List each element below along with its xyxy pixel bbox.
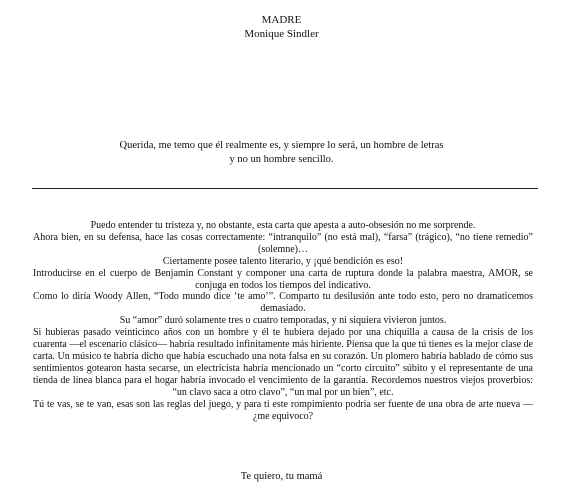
paragraph: Si hubieras pasado veinticinco años con un hombre y él te hubiera dejado por una chiquilla a causa de la crisis de los cuarenta —el escenario clásico— habría resultado infinitamente más hiriente. Piensa que la que tú tienes es la mejor clase de carta. Un músico te habría dicho que había escuchado una nota falsa en su corazón. Un plomero habría hablado de cómo sus sentimientos gotearon hasta secarse, un electricista habría mencionado un “corto circuito” súbito y el representante de una tienda de línea blanca para el hogar habría invocado el vencimiento de la garantía. Recordemos nuestros viejos proverbios: “un clavo saca a otro clavo”, “un mal por un bien”, etc.: [33, 327, 533, 398]
horizontal-divider: [32, 188, 538, 189]
paragraph: Ahora bien, en su defensa, hace las cosas correctamente: “intranquilo” (no está mal), “farsa” (trágico), “no tiene remedio” (solemne)…: [33, 231, 533, 255]
letter-body: [33, 220, 533, 422]
paragraph: Su “amor” duró solamente tres o cuatro temporadas, y ni siquiera vivieron juntos.: [119, 315, 447, 327]
paragraph: Como lo diría Woody Allen, “Todo mundo dice ‘te amo’”. Comparto tu desilusión ante todo esto, pero no dramaticemos demasiado.: [33, 291, 533, 315]
paragraph: Ciertamente posee talento literario, y ¡qué bendición es eso!: [162, 255, 404, 267]
document-header: [0, 13, 563, 41]
paragraph: Puedo entender tu tristeza y, no obstante, esta carta que apesta a auto-obsesión no me sorprende.: [90, 220, 476, 231]
epigraph-line: y no un hombre sencillo.: [229, 153, 334, 165]
epigraph: [0, 139, 563, 166]
document-author: Monique Sindler: [244, 28, 319, 40]
document-title: MADRE: [261, 14, 302, 26]
signoff: Te quiero, tu mamá: [240, 471, 323, 482]
paragraph: Tú te vas, se te van, esas son las reglas del juego, y para ti este rompimiento podría ser fuente de una obra de arte nueva —¿me equivoco?: [33, 398, 533, 422]
paragraph: Introducirse en el cuerpo de Benjamin Constant y componer una carta de ruptura donde la palabra maestra, AMOR, se conjuga en todos los tiempos del indicativo.: [33, 267, 533, 291]
epigraph-line: Querida, me temo que él realmente es, y siempre lo será, un hombre de letras: [119, 140, 444, 151]
